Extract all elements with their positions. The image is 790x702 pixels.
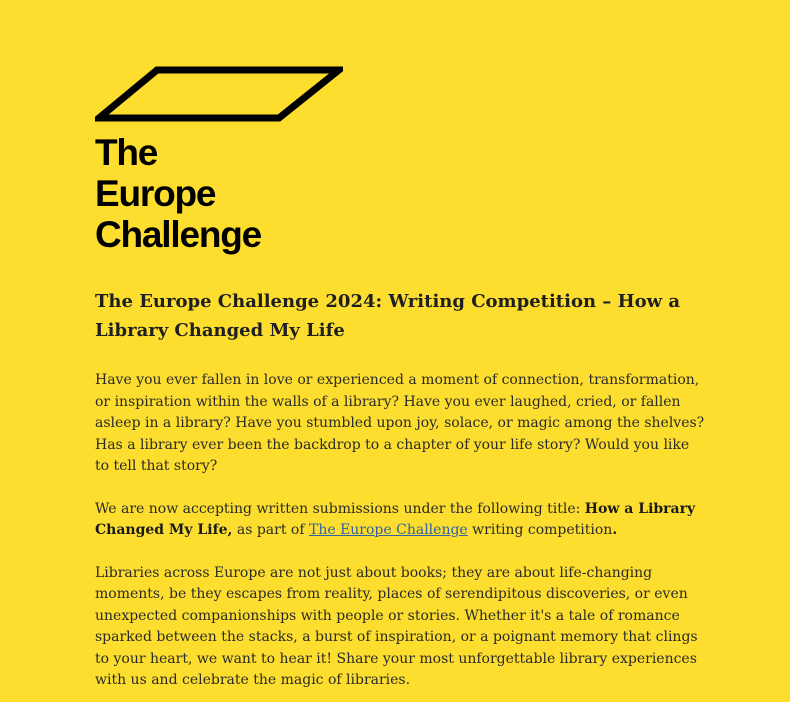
submission-text-after: writing competition xyxy=(467,522,613,538)
europe-challenge-logo xyxy=(95,66,343,255)
submission-text-middle: as part of xyxy=(232,522,309,538)
logo-line-challenge: Challenge xyxy=(95,214,262,255)
logo-line-the: The xyxy=(95,132,158,173)
parallelogram-logo-mark xyxy=(95,66,343,122)
submission-paragraph xyxy=(95,499,705,542)
logo-line-europe: Europe xyxy=(95,173,216,214)
intro-paragraph: Have you ever fallen in love or experienced a moment of connection, transformation, or inspiration within the walls of a library? Have you ever laughed, cried, or fallen asleep in a library? Have you stumbled upon joy, solace, or magic among the shelves? Has a library ever been the backdrop to a chapter of your life story? Would you like to tell that story? xyxy=(95,372,705,474)
article-title: The Europe Challenge 2024: Writing Competition – How a Library Changed My Life xyxy=(95,291,681,341)
submission-end-period: . xyxy=(612,522,618,538)
logo-wordmark xyxy=(95,132,343,255)
competition-title-bold: How a Library Changed My Life, xyxy=(95,500,696,538)
europe-challenge-link[interactable]: The Europe Challenge xyxy=(308,522,468,538)
submission-text-before: We are now accepting written submissions under the following title: xyxy=(95,500,585,517)
libraries-paragraph: Libraries across Europe are not just about books; they are about life-changing moments, be they escapes from reality, places of serendipitous discoveries, or even unexpected companionships with people or stories. Whether it's a tale of romance sparked between the stacks, a burst of inspiration, or a poignant memory that clings to your heart, we want to hear it! Share your most unforgettable library experiences with us and celebrate the magic of libraries. xyxy=(95,564,698,688)
article-body xyxy=(95,287,705,692)
